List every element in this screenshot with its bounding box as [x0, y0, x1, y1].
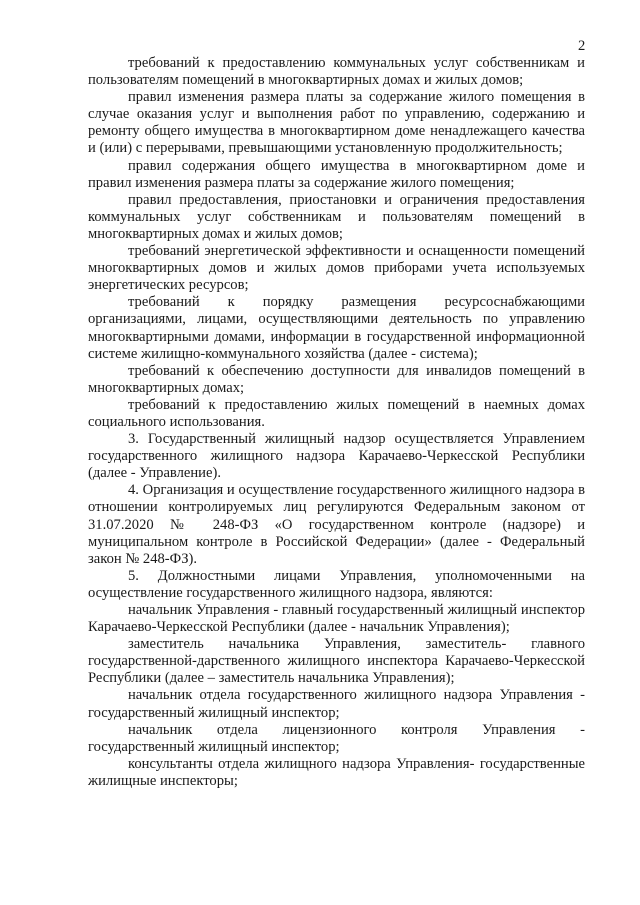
paragraph: начальник отдела лицензионного контроля Управления - государственный жилищный инспектор; [88, 721, 585, 755]
paragraph: начальник Управления - главный государственный жилищный инспектор Карачаево-Черкесской Республики (далее - начальник Управления); [88, 602, 585, 636]
paragraph: требований к порядку размещения ресурсоснабжающими организациями, лицами, осуществляющими деятельность по управлению многоквартирными домами, информации в государственной информационной системе жилищно-коммунального хозяйства (далее - система); [88, 294, 585, 362]
paragraph: требований к обеспечению доступности для инвалидов помещений в многоквартирных домах; [88, 362, 585, 396]
document-body [88, 55, 585, 790]
paragraph: правил изменения размера платы за содержание жилого помещения в случае оказания услуг и выполнения работ по управлению, содержанию и ремонту общего имущества в многоквартирном доме ненадлежащего качества и (или) с перерывами, превышающими установленную продолжительность; [88, 89, 585, 157]
paragraph: требований к предоставлению коммунальных услуг собственникам и пользователям помещений в многоквартирных домах и жилых домов; [88, 55, 585, 89]
page-number: 2 [578, 38, 586, 54]
paragraph: 4. Организация и осуществление государственного жилищного надзора в отношении контролируемых лиц регулируются Федеральным законом от 31.07.2020 № 248-ФЗ «О государственном контроле (надзоре) и муниципальном контроле в Российской Федерации» (далее - Федеральный закон № 248-ФЗ). [88, 482, 585, 567]
paragraph: 5. Должностными лицами Управления, уполномоченными на осуществление государственного жилищного надзора, являются: [88, 567, 585, 601]
paragraph: требований энергетической эффективности и оснащенности помещений многоквартирных домов и жилых домов приборами учета используемых энергетических ресурсов; [88, 243, 585, 294]
paragraph: требований к предоставлению жилых помещений в наемных домах социального использования. [88, 396, 585, 430]
paragraph: правил предоставления, приостановки и ограничения предоставления коммунальных услуг собственникам и пользователям помещений в многоквартирных домах и жилых домов; [88, 191, 585, 242]
paragraph: начальник отдела государственного жилищного надзора Управления - государственный жилищный инспектор; [88, 687, 585, 721]
paragraph: 3. Государственный жилищный надзор осуществляется Управлением государственного жилищного надзора Карачаево-Черкесской Республики (далее - Управление). [88, 431, 585, 482]
paragraph: заместитель начальника Управления, заместитель- главного государственной-дарственного жилищного инспектора Карачаево-Черкесской Республики (далее – заместитель начальника Управления); [88, 636, 585, 687]
paragraph: консультанты отдела жилищного надзора Управления- государственные жилищные инспекторы; [88, 755, 585, 789]
paragraph: правил содержания общего имущества в многоквартирном доме и правил изменения размера платы за содержание жилого помещения; [88, 157, 585, 191]
